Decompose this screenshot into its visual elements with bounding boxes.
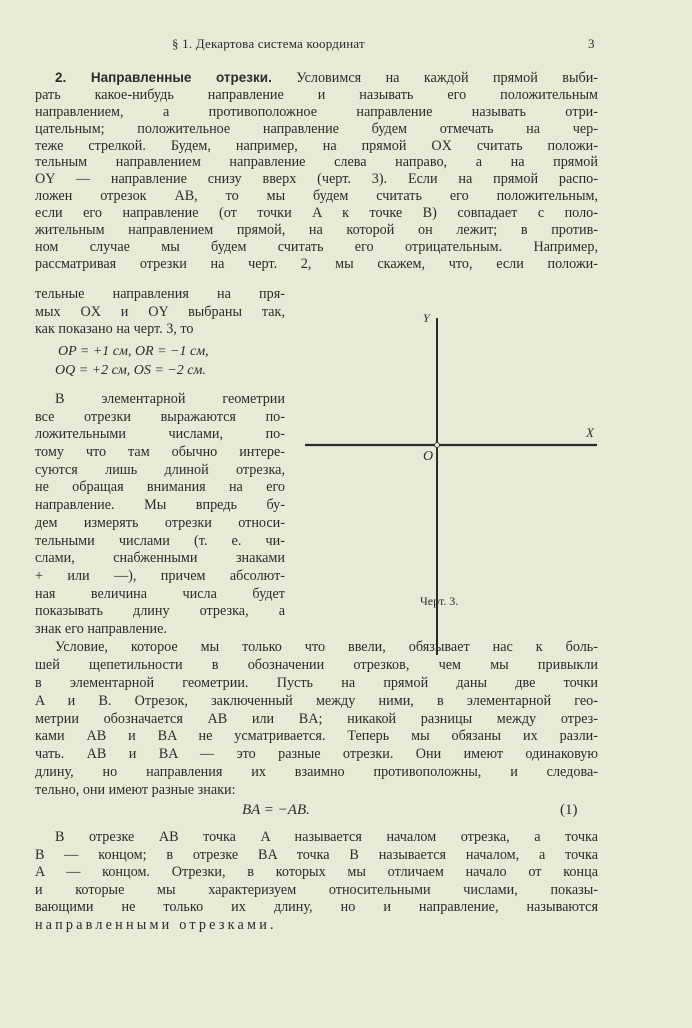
text-line: суются лишь длиной отрезка, xyxy=(35,461,285,478)
text-line: тельные направления на пря- xyxy=(35,286,285,302)
paragraph-definition xyxy=(35,829,598,935)
text-line: направлением, а противоположное направление называть отри- xyxy=(35,103,598,120)
text-line: B — концом; в отрезке BA точка B называется началом, а точка xyxy=(35,846,598,863)
text-line: чать. AB и BA — это разные отрезки. Они имеют одинаковую xyxy=(35,746,598,763)
text-line: тельным направлением направление слева направо, а на прямой xyxy=(35,154,598,171)
text-line: ная величина числа будет xyxy=(35,585,285,602)
text-line: в элементарной геометрии. Пусть на прямой даны две точки xyxy=(35,674,598,691)
text-line: мых OX и OY выбраны так, xyxy=(35,303,285,320)
text-line: все отрезки выражаются по- xyxy=(35,408,285,425)
text-line: не обращая внимания на его xyxy=(35,479,285,496)
text-line: ложен отрезок AB, то мы будем считать его положительным, xyxy=(35,188,598,205)
text-line: В отрезке AB точка A называется началом отрезка, а точка xyxy=(55,829,598,845)
text-line: шей щепетильности в обозначении отрезков, чем мы привыкли xyxy=(35,656,598,673)
text-line: длину, но направления их взаимно противоположны, и следова- xyxy=(35,764,598,781)
equation-text: BA = −AB. xyxy=(242,802,310,818)
text-line: если его направление (от точки A к точке B) совпадает с поло- xyxy=(35,205,598,222)
formula-line: OP = +1 см, OR = −1 см, xyxy=(58,344,209,359)
text-line: тельными числами (т. е. чи- xyxy=(35,532,285,549)
text-line: знак его направление. xyxy=(35,620,167,637)
text-line: Условимся на каждой прямой выби- xyxy=(296,70,598,86)
text-line: тельно, они имеют разные знаки: xyxy=(35,782,236,799)
equation-number: (1) xyxy=(560,802,578,818)
paragraph-notation xyxy=(35,639,598,800)
text-line: дем измерять отрезки относи- xyxy=(35,514,285,531)
term-directed-segments: направленными отрезками. xyxy=(35,916,277,933)
text-line: показывать длину отрезка, а xyxy=(35,603,285,620)
page-number: 3 xyxy=(588,36,595,51)
text-line: и которые мы характеризуем относительными числами, показы- xyxy=(35,881,598,898)
paragraph-directed-segments-intro xyxy=(35,70,598,273)
text-line: В элементарной геометрии xyxy=(55,391,285,407)
text-line: вающими не только их длину, но и направление, называются xyxy=(35,899,598,916)
text-line: направление. Мы впредь бу- xyxy=(35,497,285,514)
origin-label: O xyxy=(423,449,434,464)
text-line: ложительными числами, по- xyxy=(35,426,285,443)
text-line: рассматривая отрезки на черт. 2, мы скажем, что, если положи- xyxy=(35,255,598,272)
text-line: + или —), причем абсолют- xyxy=(35,567,285,584)
text-line: жительным направлением прямой, на которой он лежит; в против- xyxy=(35,222,598,239)
text-line: слами, снабженными знаками xyxy=(35,550,285,567)
text-line: тому что там обычно интере- xyxy=(35,444,285,461)
figure-caption: Черт. 3. xyxy=(420,594,459,608)
text-line: A — концом. Отрезки, в которых мы отличаем начало от конца xyxy=(35,864,598,881)
text-line: ками AB и BA не усматривается. Теперь мы обязаны их разли- xyxy=(35,728,598,745)
text-line: как показано на черт. 3, то xyxy=(35,321,194,337)
formula-line: OQ = +2 см, OS = −2 см. xyxy=(55,363,206,378)
x-axis-label: X xyxy=(586,425,594,440)
paragraph-first-line xyxy=(35,70,598,87)
section-title: § 1. Декартова система координат xyxy=(172,36,365,51)
text-line: цательным; положительное направление будем отмечать на чер- xyxy=(35,120,598,137)
section-heading: 2. Направленные отрезки. xyxy=(55,70,272,85)
origin-point xyxy=(435,443,440,448)
text-line: OY — направление снизу вверх (черт. 3). Если на прямой распо- xyxy=(35,171,598,188)
text-line: A и B. Отрезок, заключенный между ними, в элементарной гео- xyxy=(35,692,598,709)
text-line: Условие, которое мы только что ввели, обязывает нас к боль- xyxy=(55,639,598,655)
y-axis-label: Y xyxy=(423,311,430,325)
paragraph-narrow-continuation xyxy=(35,286,285,339)
paragraph-elementary-geometry xyxy=(35,391,285,639)
text-line: теже стрелкой. Будем, например, на прямой OX считать положи- xyxy=(35,137,598,154)
text-line: метрии обозначается AB или BA; никакой разницы между отрез- xyxy=(35,710,598,727)
text-line: рать какое-нибудь направление и называть его положительным xyxy=(35,86,598,103)
text-line: ном случае мы будем считать его отрицательным. Например, xyxy=(35,238,598,255)
